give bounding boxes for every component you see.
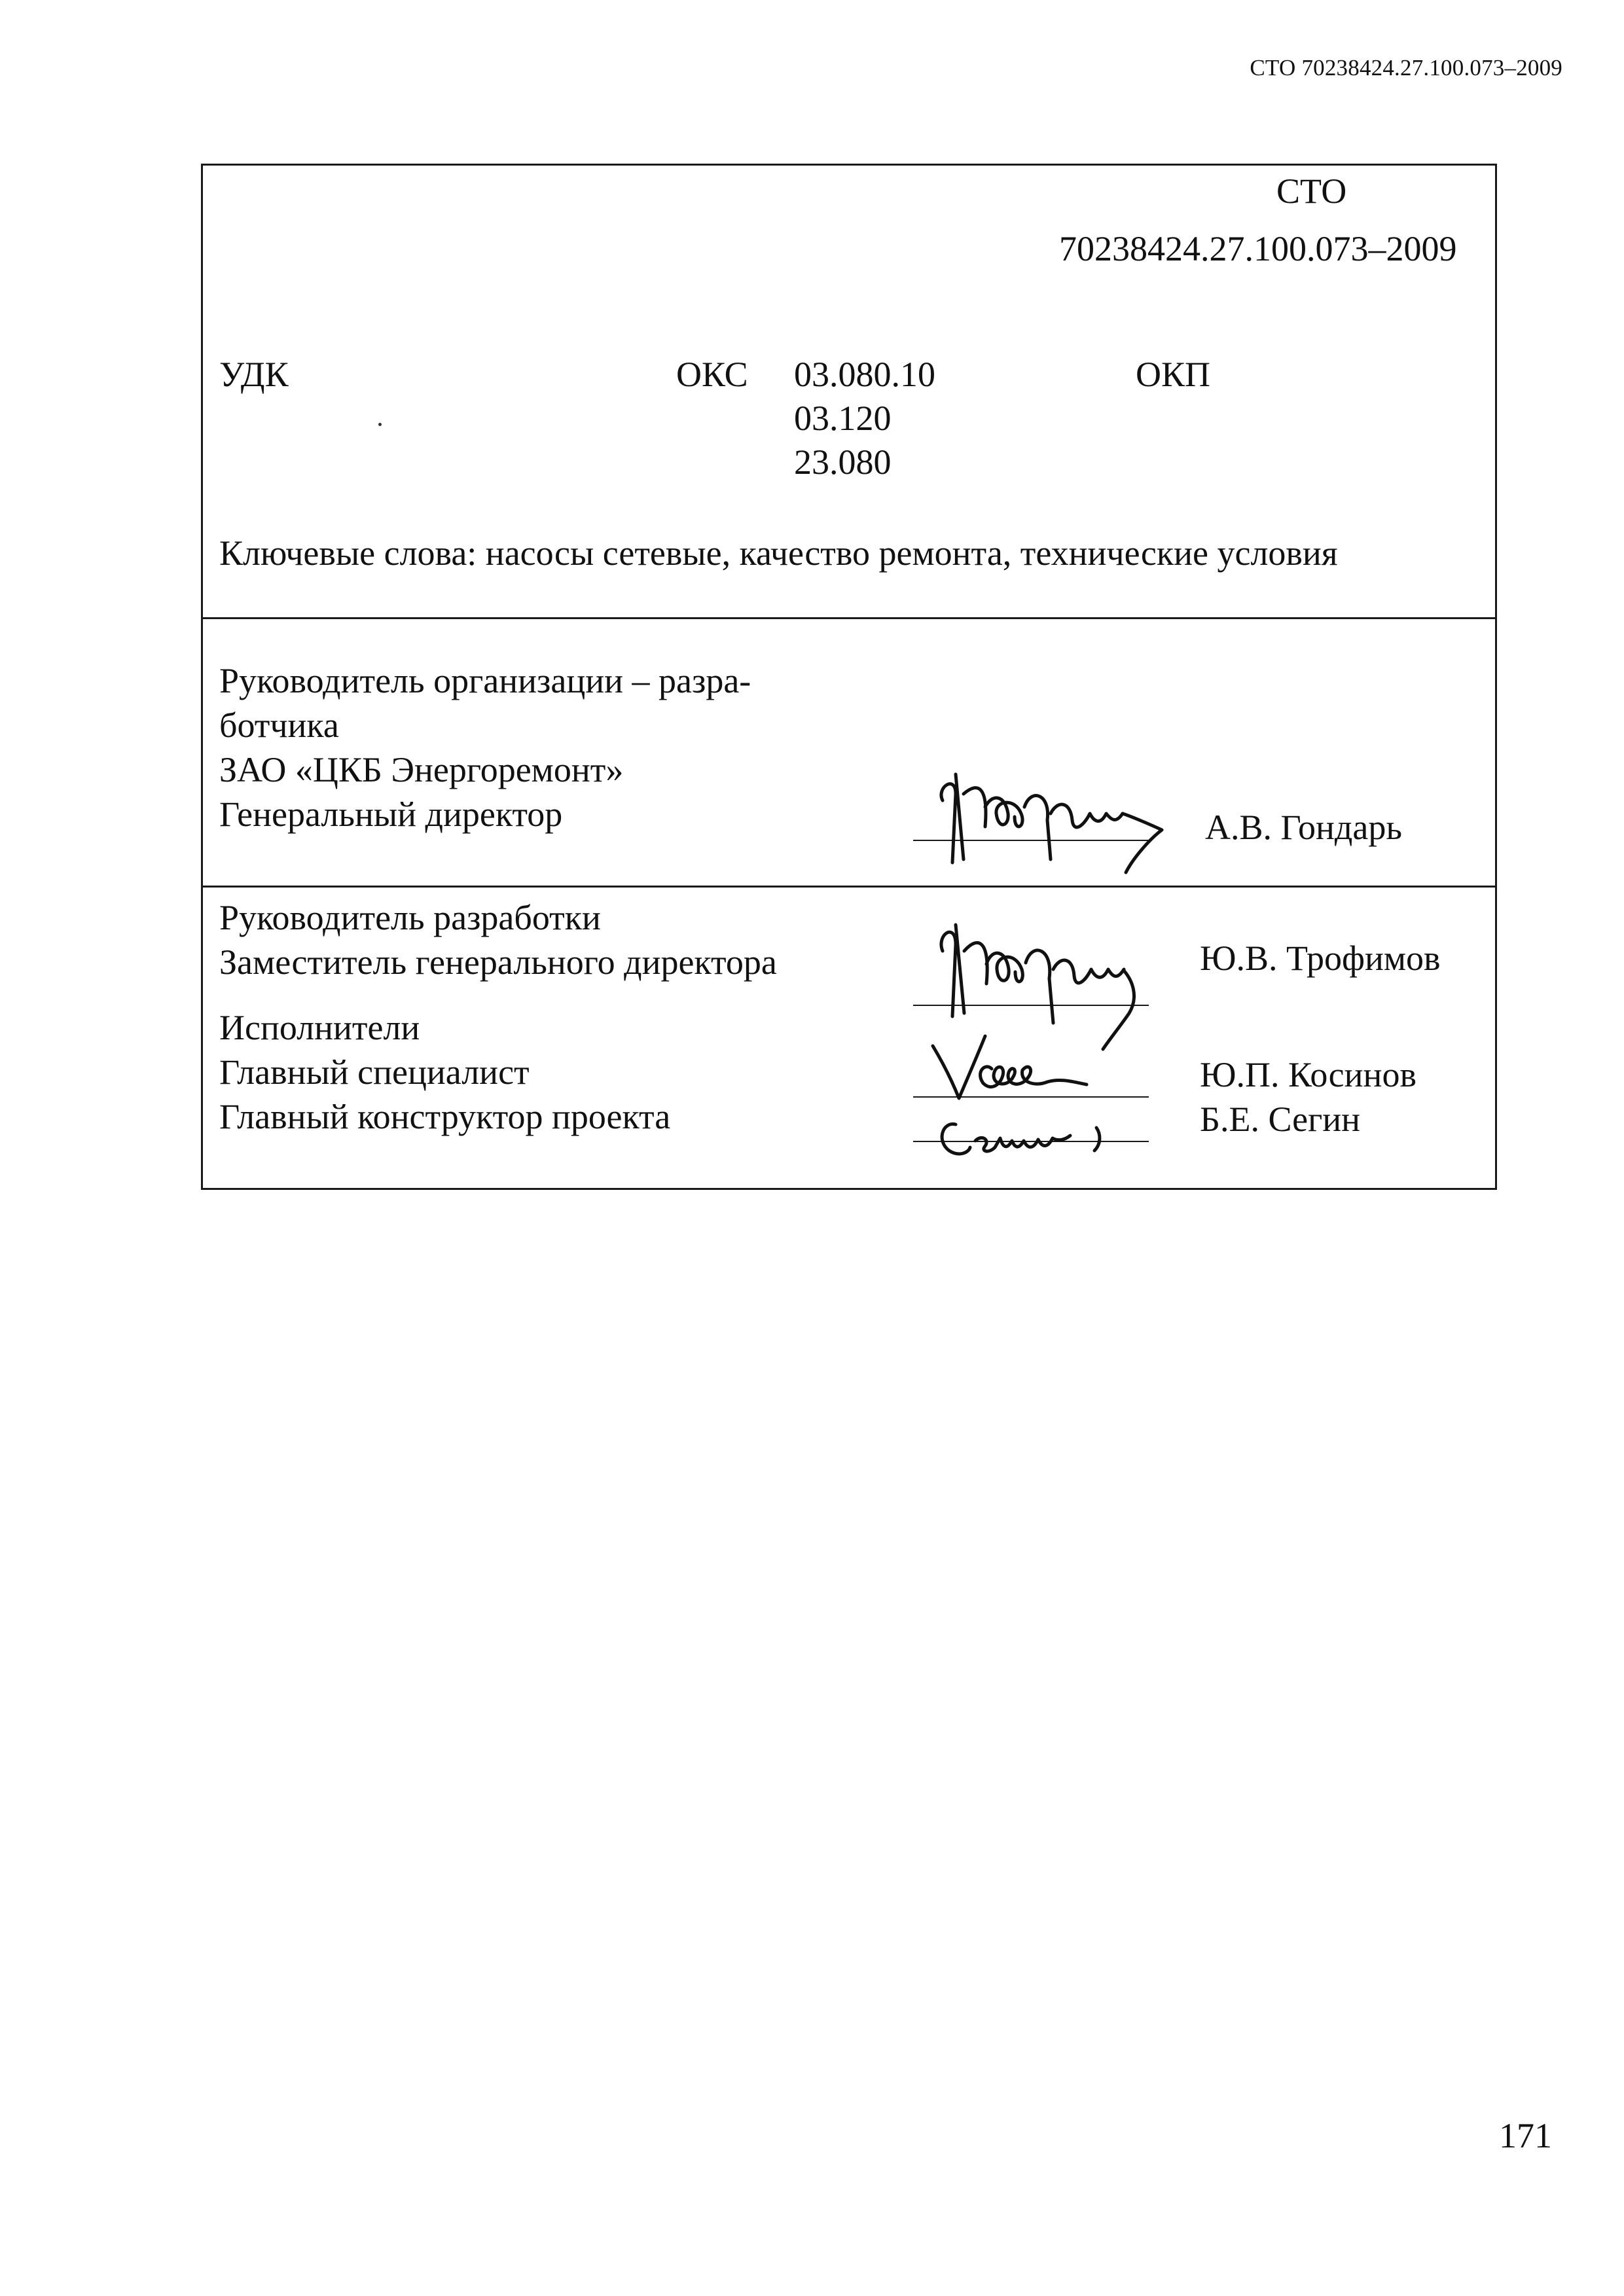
page-number: 171 [1499,2116,1552,2155]
dev-head-line-1: Руководитель разработки [219,898,601,937]
oks-code-2: 03.120 [794,399,892,438]
signature-kosinov [923,1023,1159,1108]
signature-gondar [916,748,1178,879]
executor-2-name: Б.Е. Сегин [1200,1100,1361,1139]
executors-title: Исполнители [219,1008,420,1047]
okp-label: ОКП [1136,355,1211,394]
oks-code-1: 03.080.10 [794,355,935,394]
org-head-line-2: ботчика [219,706,339,745]
oks-code-3: 23.080 [794,442,892,482]
signature-segin [929,1102,1165,1167]
bibliographic-card [201,164,1497,1190]
executor-2-position: Главный конструктор проекта [219,1097,671,1136]
org-head-line-4: Генеральный директор [219,795,563,834]
designation-number: 70238424.27.100.073–2009 [1059,229,1457,268]
executor-1-name: Ю.П. Косинов [1200,1055,1416,1094]
org-head-line-3: ЗАО «ЦКБ Энергоремонт» [219,750,624,789]
udk-label: УДК [219,355,289,394]
executor-1-position: Главный специалист [219,1052,530,1092]
dev-head-line-2: Заместитель генерального директора [219,942,777,982]
designation-label: СТО [1276,171,1347,211]
dev-head-name: Ю.В. Трофимов [1200,939,1441,978]
section-divider [203,886,1495,888]
oks-label: ОКС [676,355,748,394]
org-head-name: А.В. Гондарь [1205,808,1402,847]
stray-dot [378,423,382,426]
section-divider [203,617,1495,619]
keywords: Ключевые слова: насосы сетевые, качество ремонта, технические условия [219,533,1338,573]
header-document-code: СТО 70238424.27.100.073–2009 [1250,55,1562,81]
org-head-line-1: Руководитель организации – разра- [219,661,751,700]
